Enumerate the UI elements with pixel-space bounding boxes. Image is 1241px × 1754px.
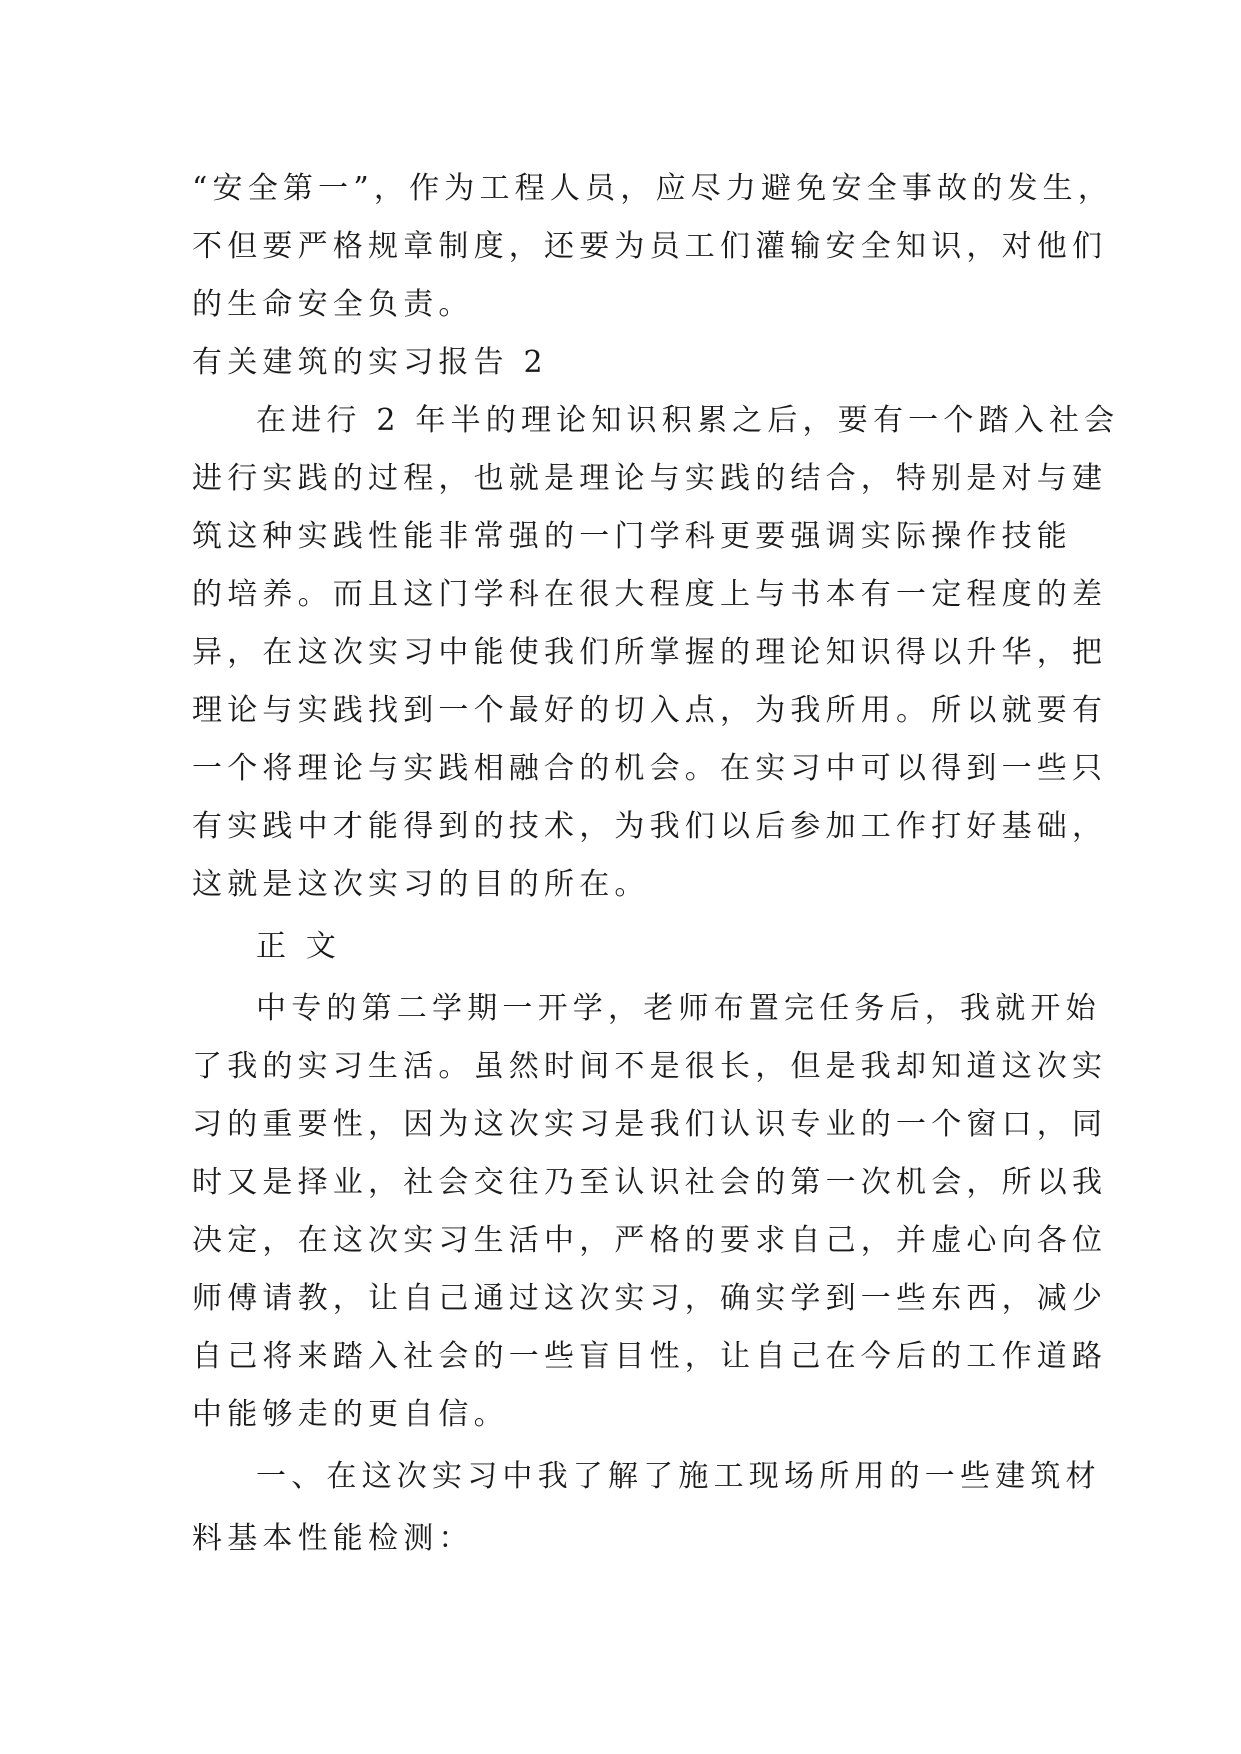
text-line: 时又是择业，社会交往乃至认识社会的第一次机会，所以我 bbox=[192, 1165, 1108, 1200]
paragraph-first-line: 在进行 2 年半的理论知识积累之后，要有一个踏入社会 bbox=[256, 403, 1120, 438]
text-line: 理论与实践找到一个最好的切入点，为我所用。所以就要有 bbox=[192, 693, 1108, 728]
text-line: 的生命安全负责。 bbox=[192, 287, 474, 322]
text-line: 异，在这次实习中能使我们所掌握的理论知识得以升华，把 bbox=[192, 635, 1108, 670]
text-line: 这就是这次实习的目的所在。 bbox=[192, 867, 650, 902]
text-line: “安全第一”，作为工程人员，应尽力避免安全事故的发生， bbox=[192, 171, 1114, 206]
text-line: 的培养。而且这门学科在很大程度上与书本有一定程度的差 bbox=[192, 577, 1108, 612]
subheading-body: 正 文 bbox=[256, 929, 342, 964]
text-line: 筑这种实践性能非常强的一门学科更要强调实际操作技能 bbox=[192, 519, 1072, 554]
text-line: 中能够走的更自信。 bbox=[192, 1397, 509, 1432]
text-line: 师傅请教，让自己通过这次实习，确实学到一些东西，减少 bbox=[192, 1281, 1108, 1316]
text-line: 了我的实习生活。虽然时间不是很长，但是我却知道这次实 bbox=[192, 1049, 1108, 1084]
paragraph-first-line: 中专的第二学期一开学，老师布置完任务后，我就开始 bbox=[256, 991, 1101, 1026]
document-body bbox=[192, 160, 1120, 1568]
section-heading: 有关建筑的实习报告 2 bbox=[192, 345, 548, 380]
text-line: 进行实践的过程，也就是理论与实践的结合，特别是对与建 bbox=[192, 461, 1108, 496]
text-line: 决定，在这次实习生活中，严格的要求自己，并虚心向各位 bbox=[192, 1223, 1108, 1258]
text-line: 习的重要性，因为这次实习是我们认识专业的一个窗口，同 bbox=[192, 1107, 1108, 1142]
text-line: 不但要严格规章制度，还要为员工们灌输安全知识，对他们 bbox=[192, 229, 1108, 264]
text-line: 一个将理论与实践相融合的机会。在实习中可以得到一些只 bbox=[192, 751, 1108, 786]
text-line: 料基本性能检测： bbox=[192, 1521, 474, 1556]
paragraph-first-line: 一、在这次实习中我了解了施工现场所用的一些建筑材 bbox=[256, 1459, 1101, 1494]
text-line: 自己将来踏入社会的一些盲目性，让自己在今后的工作道路 bbox=[192, 1339, 1108, 1374]
text-line: 有实践中才能得到的技术，为我们以后参加工作打好基础， bbox=[192, 809, 1108, 844]
